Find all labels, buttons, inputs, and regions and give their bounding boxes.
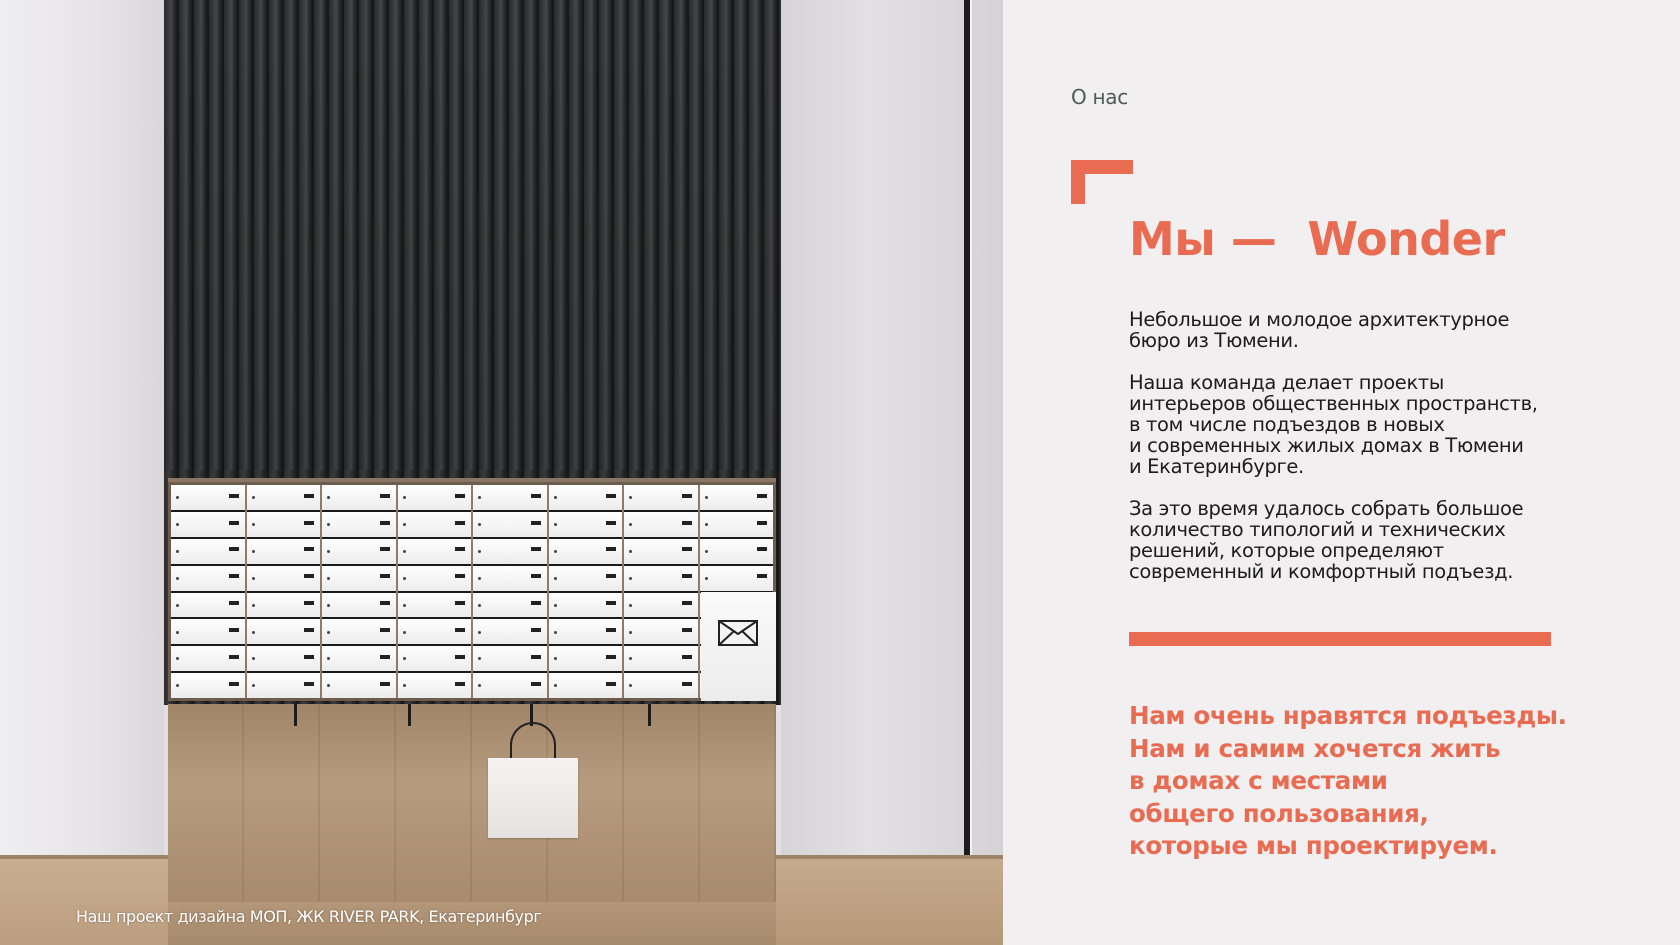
quote-line: в домах с местами (1129, 766, 1388, 795)
wall-left (0, 0, 164, 858)
mailbox-column (247, 485, 321, 698)
quote-line: Нам очень нравятся подъезды. (1129, 701, 1567, 730)
envelope-icon (718, 620, 758, 646)
mailbox-door (549, 673, 623, 698)
mailbox-door (171, 593, 245, 618)
mailbox-door (171, 512, 245, 537)
mailbox-door (700, 566, 774, 591)
mailbox-door (473, 512, 547, 537)
mailbox-door (398, 539, 472, 564)
mailbox-door (624, 485, 698, 510)
mailbox-unit (168, 478, 776, 701)
mailbox-door (473, 539, 547, 564)
body-text (1129, 309, 1569, 603)
corner-accent (1071, 160, 1133, 204)
mailbox-large-door (701, 592, 776, 702)
mailbox-column (398, 485, 472, 698)
mailbox-door (624, 646, 698, 671)
accent-divider (1129, 632, 1551, 646)
headline: Мы — Wonder (1129, 212, 1505, 266)
photo-caption: Наш проект дизайна МОП, ЖК RIVER PARK, Екатеринбург (76, 907, 542, 926)
mailbox-door (624, 512, 698, 537)
mailbox-door (247, 539, 321, 564)
mailbox-door (322, 646, 396, 671)
quote-line: общего пользования, (1129, 798, 1429, 828)
quote-block (1129, 700, 1589, 863)
mailbox-column (171, 485, 245, 698)
section-label: О нас (1071, 85, 1128, 109)
mailbox-door (247, 593, 321, 618)
mailbox-door (473, 566, 547, 591)
mailbox-door (473, 485, 547, 510)
mailbox-door (322, 593, 396, 618)
quote-line: Нам и самим хочется жить (1129, 733, 1501, 763)
mailbox-door (247, 485, 321, 510)
mailbox-door (473, 673, 547, 698)
mailbox-door (624, 566, 698, 591)
mailbox-door (247, 619, 321, 644)
mailbox-door (398, 566, 472, 591)
mailbox-door (473, 646, 547, 671)
mailbox-door (171, 646, 245, 671)
mailbox-door (549, 485, 623, 510)
mailbox-door (549, 593, 623, 618)
mailbox-door (247, 512, 321, 537)
mailbox-column (322, 485, 396, 698)
mailbox-door (322, 485, 396, 510)
mailbox-door (549, 619, 623, 644)
mailbox-door (700, 539, 774, 564)
mailbox-door (549, 539, 623, 564)
mailbox-door (171, 673, 245, 698)
mailbox-column (624, 485, 698, 698)
mailbox-door (171, 539, 245, 564)
mailbox-column (473, 485, 547, 698)
body-paragraph: Наша команда делает проекты интерьеров общественных пространств, в том числе подъездов в новых и современных жилых домах в Тюмени и Екатеринбурге. (1129, 371, 1538, 478)
mailbox-door (322, 512, 396, 537)
mailbox-door (549, 512, 623, 537)
mailbox-door (322, 566, 396, 591)
mailbox-door (398, 512, 472, 537)
mailbox-door (171, 566, 245, 591)
mailbox-door (247, 566, 321, 591)
body-paragraph: За это время удалось собрать большое количество типологий и технических решений, которые определяют современный и комфортный подъезд. (1129, 497, 1524, 583)
mailbox-door (549, 566, 623, 591)
mailbox-door (700, 512, 774, 537)
mailbox-door (473, 593, 547, 618)
mailbox-door (398, 593, 472, 618)
paper-bag (488, 758, 578, 838)
mailbox-door (398, 646, 472, 671)
mailbox-door (473, 619, 547, 644)
mailbox-door (171, 619, 245, 644)
mailbox-door (398, 485, 472, 510)
mailbox-column (549, 485, 623, 698)
mailbox-door (171, 485, 245, 510)
floor (0, 858, 168, 945)
mailbox-door (624, 619, 698, 644)
mailbox-door (322, 539, 396, 564)
body-paragraph: Небольшое и молодое архитектурное бюро из Тюмени. (1129, 308, 1510, 352)
wood-panel (168, 704, 776, 902)
mailbox-door (398, 673, 472, 698)
mailbox-door (322, 673, 396, 698)
mailbox-door (624, 593, 698, 618)
mailbox-door (247, 673, 321, 698)
mailbox-door (247, 646, 321, 671)
mailbox-door (398, 619, 472, 644)
mailbox-door (322, 619, 396, 644)
mailbox-door (624, 673, 698, 698)
mailbox-door (700, 485, 774, 510)
mailbox-door (624, 539, 698, 564)
mailbox-door (549, 646, 623, 671)
quote-line: которые мы проектируем. (1129, 831, 1498, 860)
